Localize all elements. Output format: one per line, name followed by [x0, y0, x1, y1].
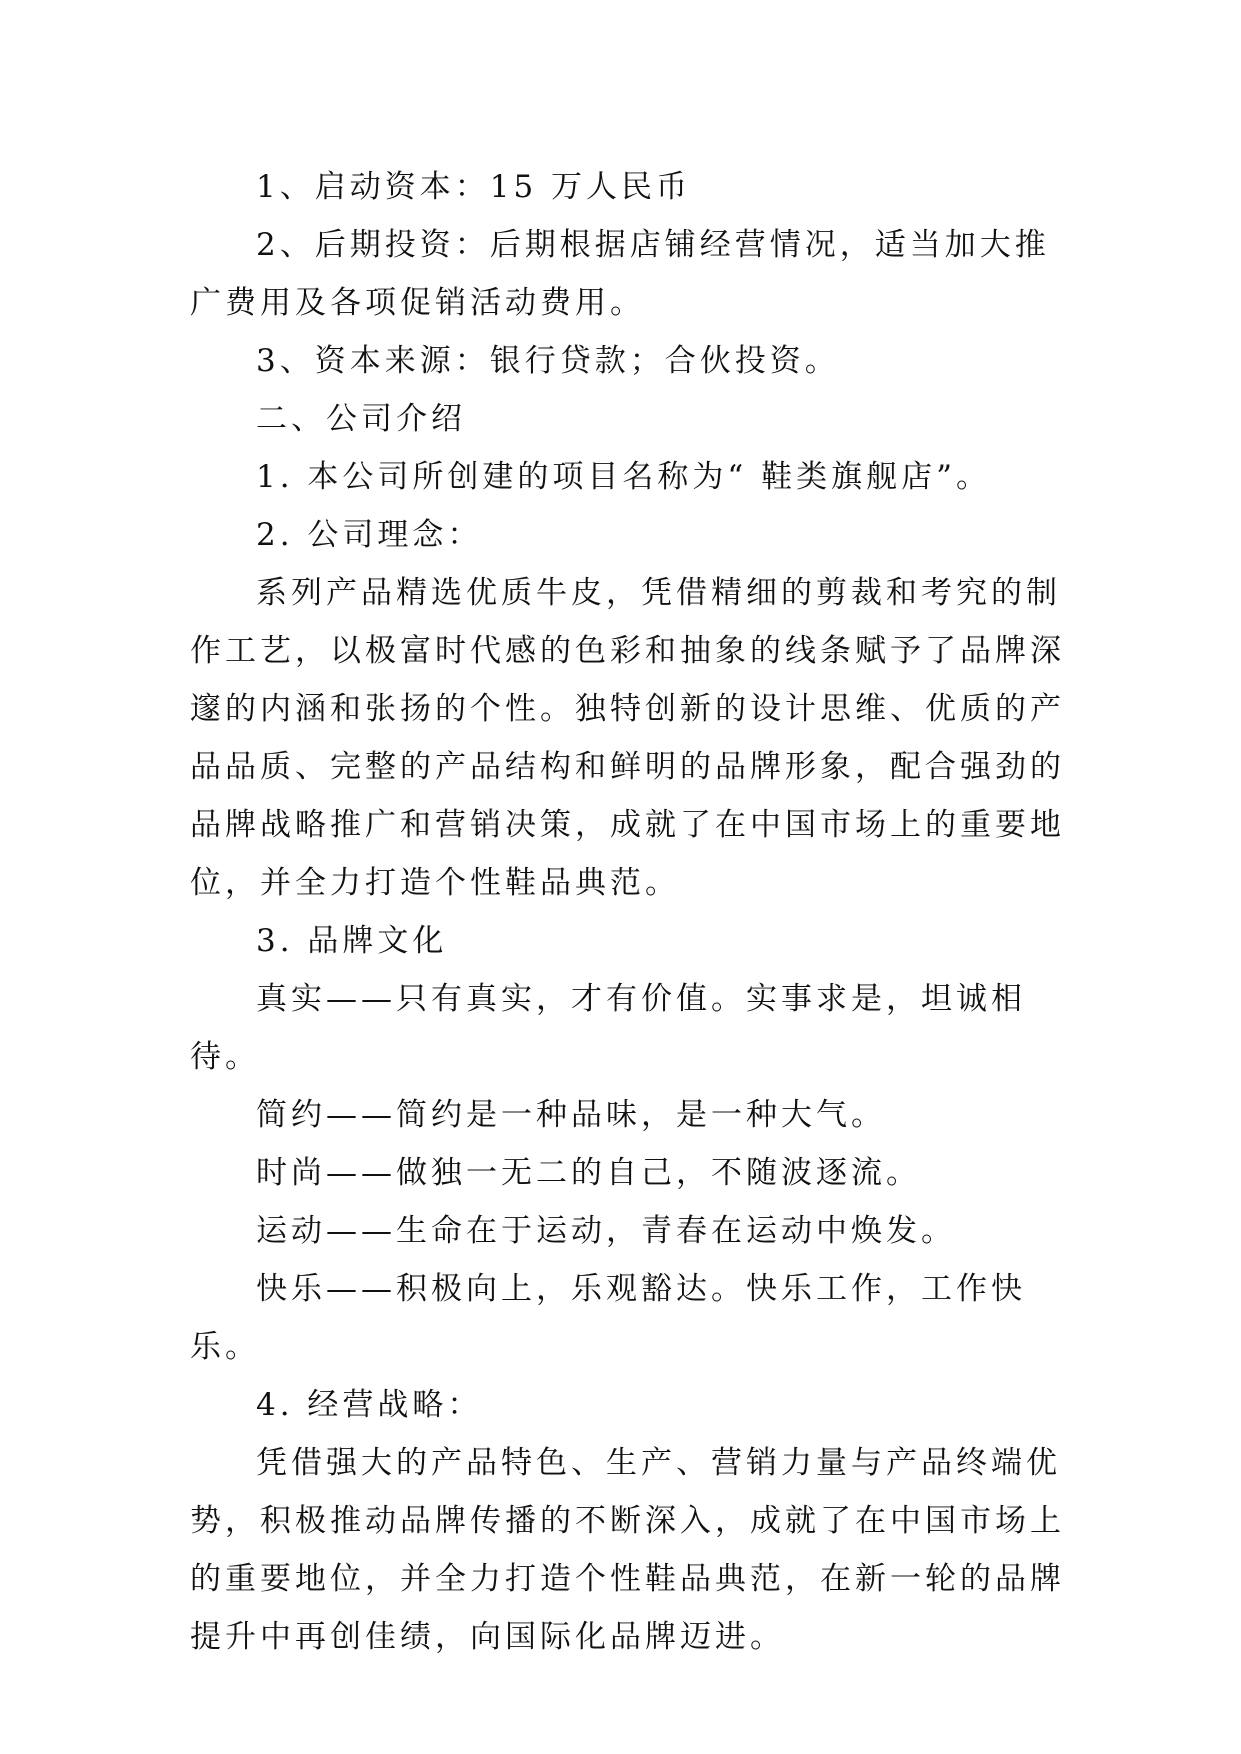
brand-value-authenticity: 真实——只有真实，才有价值。实事求是，坦诚相待。: [190, 981, 1026, 1075]
startup-capital-line: 1、启动资本：15 万人民币: [256, 169, 692, 205]
capital-source-line: 3、资本来源：银行贷款；合伙投资。: [256, 343, 840, 379]
company-philosophy-paragraph: 系列产品精选优质牛皮，凭借精细的剪裁和考究的制作工艺，以极富时代感的色彩和抽象的线条赋予了品牌深邃的内涵和张扬的个性。独特创新的设计思维、优质的产品品质、完整的产品结构和鲜明的品牌形象，配合强劲的品牌战略推广和营销决策，成就了在中国市场上的重要地位，并全力打造个性鞋品典范。: [190, 575, 1065, 901]
later-investment-paragraph: 2、后期投资：后期根据店铺经营情况，适当加大推广费用及各项促销活动费用。: [190, 227, 1050, 321]
company-philosophy-heading: 2. 公司理念：: [256, 517, 483, 553]
brand-value-fashion: 时尚——做独一无二的自己，不随波逐流。: [256, 1155, 921, 1191]
document-body: [190, 158, 1070, 1666]
brand-value-simplicity: 简约——简约是一种品味，是一种大气。: [256, 1097, 886, 1133]
project-name-line: 1. 本公司所创建的项目名称为“ 鞋类旗舰店”。: [256, 459, 991, 495]
brand-culture-heading: 3. 品牌文化: [256, 923, 448, 959]
brand-value-happiness: 快乐——积极向上，乐观豁达。快乐工作，工作快乐。: [190, 1271, 1026, 1365]
section-heading-company-intro: 二、公司介绍: [256, 401, 466, 437]
brand-value-sport: 运动——生命在于运动，青春在运动中焕发。: [256, 1213, 956, 1249]
business-strategy-heading: 4. 经营战略：: [256, 1387, 483, 1423]
business-strategy-paragraph: 凭借强大的产品特色、生产、营销力量与产品终端优势，积极推动品牌传播的不断深入，成就了在中国市场上的重要地位，并全力打造个性鞋品典范，在新一轮的品牌提升中再创佳绩，向国际化品牌迈进。: [190, 1445, 1065, 1655]
